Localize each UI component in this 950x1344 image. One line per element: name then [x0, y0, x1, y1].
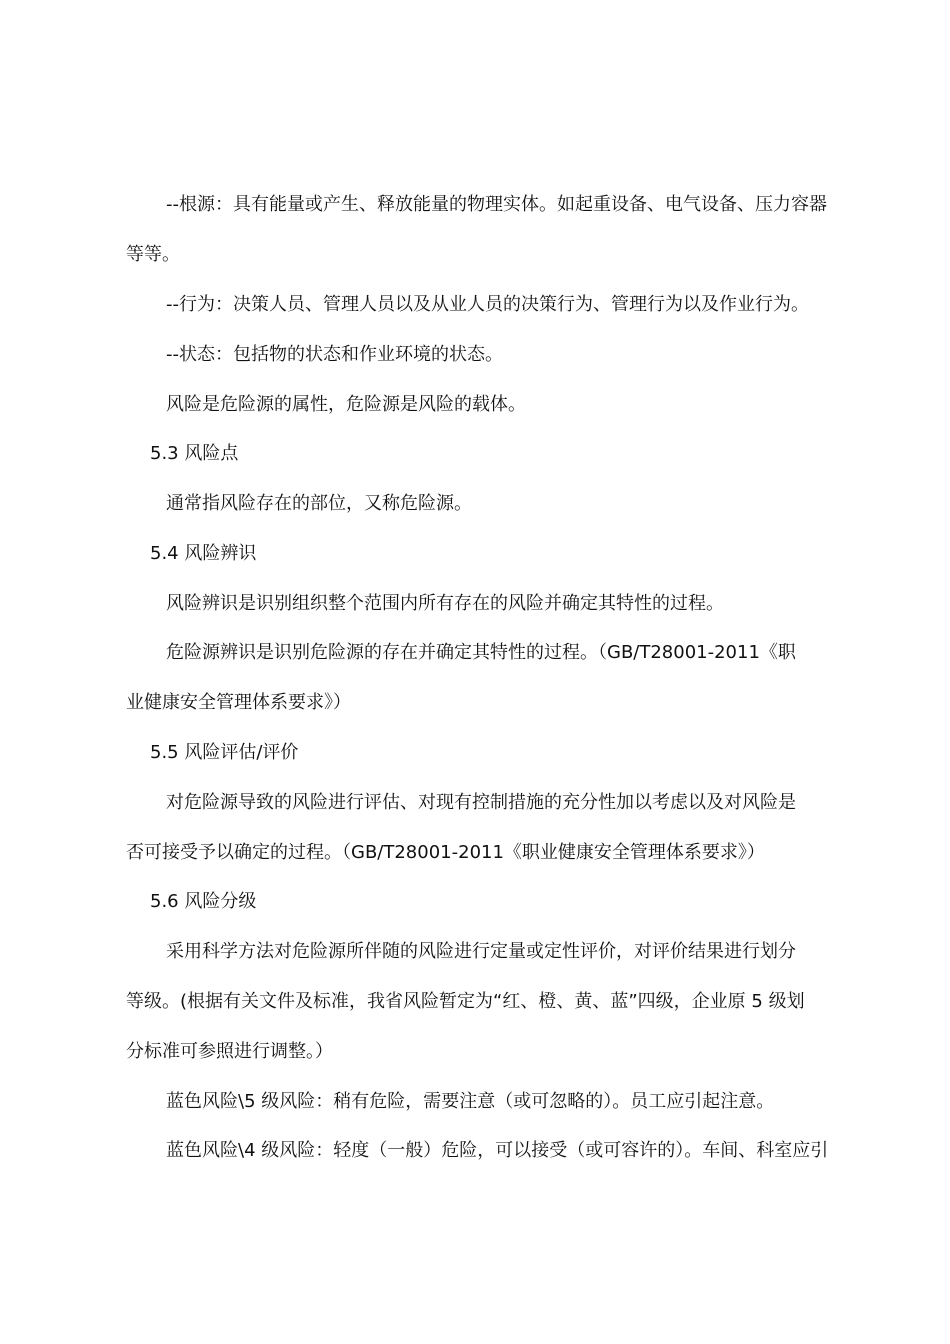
text-line-blue-risk-level-5: 蓝色风险\5 级风险：稍有危险，需要注意（或可忽略的）。员工应引起注意。 [166, 1091, 775, 1112]
text-line-risk-assessment: 对危险源导致的风险进行评估、对现有控制措施的充分性加以考虑以及对风险是 [166, 792, 796, 813]
section-heading-5-3: 5.3 风险点 [150, 443, 239, 464]
text-line-standard-reference: 业健康安全管理体系要求》） [126, 692, 351, 713]
text-line-risk-grading-adjustment: 分标准可参照进行调整。） [126, 1041, 333, 1062]
text-line-risk-grading-levels: 等级。(根据有关文件及标准，我省风险暂定为“红、橙、黄、蓝”四级，企业原 5 级划 [126, 991, 805, 1012]
section-heading-5-4: 5.4 风险辨识 [150, 543, 257, 564]
text-line-behavior: --行为：决策人员、管理人员以及从业人员的决策行为、管理行为以及作业行为。 [166, 294, 809, 315]
section-heading-5-6: 5.6 风险分级 [150, 891, 257, 912]
text-line-risk-attribute: 风险是危险源的属性，危险源是风险的载体。 [166, 394, 526, 415]
text-line-risk-identification: 风险辨识是识别组织整个范围内所有存在的风险并确定其特性的过程。 [166, 593, 724, 614]
text-line-blue-risk-level-4: 蓝色风险\4 级风险：轻度（一般）危险，可以接受（或可容许的）。车间、科室应引 [166, 1140, 829, 1161]
text-line-state: --状态：包括物的状态和作业环境的状态。 [166, 344, 503, 365]
text-line-root-source: --根源：具有能量或产生、释放能量的物理实体。如起重设备、电气设备、压力容器 [166, 194, 827, 215]
text-line-risk-assessment-continuation: 否可接受予以确定的过程。（GB/T28001-2011《职业健康安全管理体系要求》） [126, 842, 765, 863]
text-line-risk-grading: 采用科学方法对危险源所伴随的风险进行定量或定性评价，对评价结果进行划分 [166, 941, 796, 962]
section-heading-5-5: 5.5 风险评估/评价 [150, 742, 299, 763]
text-line-hazard-identification: 危险源辨识是识别危险源的存在并确定其特性的过程。（GB/T28001-2011《职 [166, 642, 796, 663]
text-line-continuation: 等等。 [126, 244, 180, 265]
text-line-risk-point: 通常指风险存在的部位，又称危险源。 [166, 493, 472, 514]
